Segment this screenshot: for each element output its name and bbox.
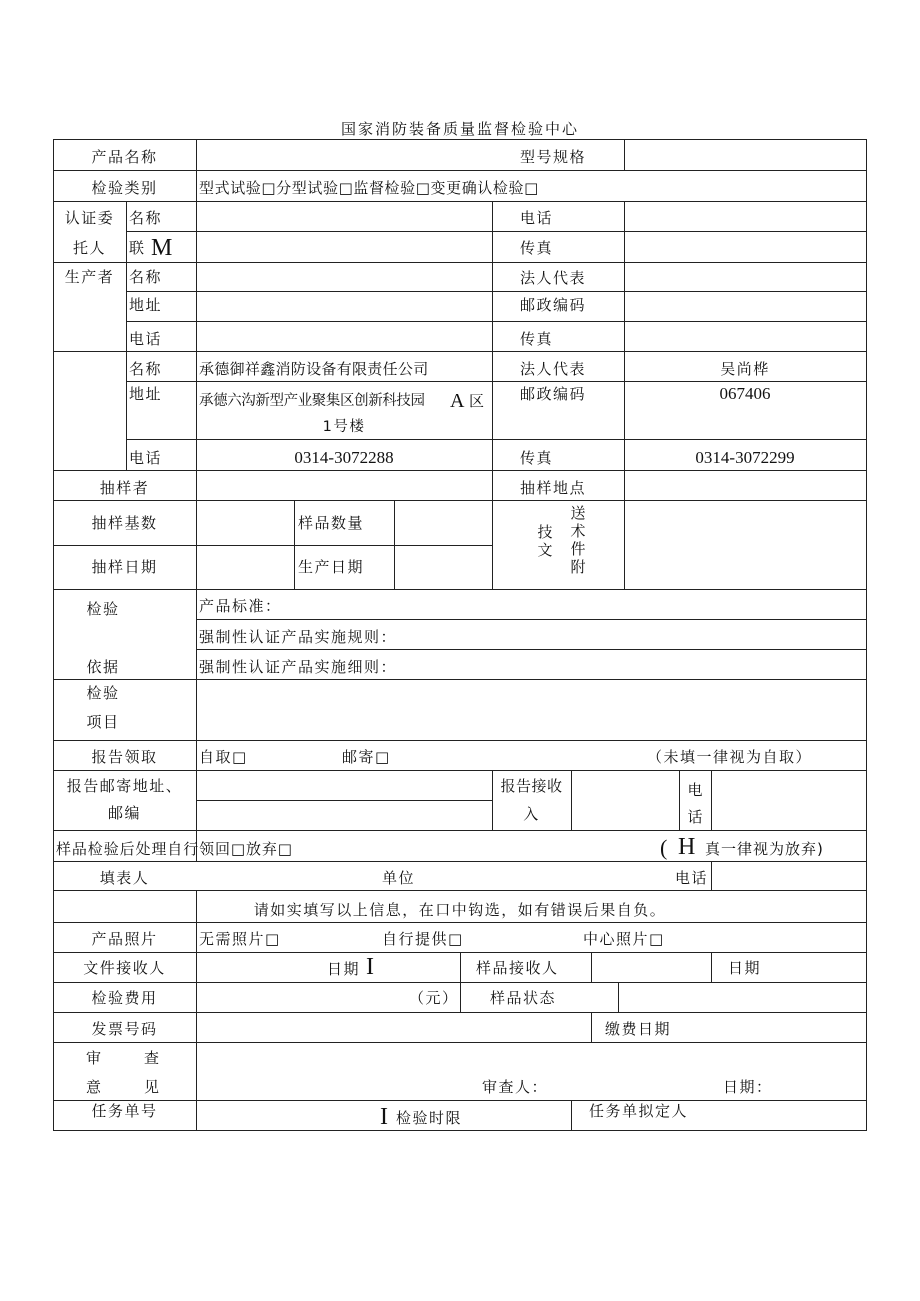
fee-label: 检验费用 (91, 989, 158, 1007)
filler-phone-label: 电话 (675, 869, 709, 887)
task-number-label: 任务单号 (91, 1102, 158, 1120)
disposal-note: 真一律视为放弃) (705, 840, 824, 858)
inspection-time-limit-label: 检验时限 (396, 1109, 463, 1127)
mfr-phone-label: 电话 (129, 449, 163, 467)
report-phone-label: 电话 (687, 781, 703, 826)
producer-address-label: 地址 (129, 296, 163, 314)
mfr-name-label: 名称 (129, 360, 163, 378)
producer-name-label: 名称 (129, 268, 163, 286)
filler-label: 填表人 (99, 869, 150, 887)
review-label-3: 意 (86, 1078, 103, 1096)
mfr-postcode-label: 邮政编码 (520, 385, 587, 403)
client-fax-label: 传真 (520, 239, 554, 257)
inspection-type-label: 检验类别 (91, 179, 158, 197)
client-label-1: 认证委 (64, 209, 115, 227)
mfr-phone-value: 0314-3072288 (294, 448, 394, 467)
mfr-address-line2: 1号楼 (322, 419, 366, 435)
client-label-2: 托人 (72, 239, 106, 257)
disposal-note-mark: H (678, 834, 696, 860)
tech-docs-col2: 送术件附 (570, 504, 586, 576)
sample-status-label: 样品状态 (490, 989, 557, 1007)
mfr-address-suffix: 区 (469, 392, 486, 410)
review-label-4: 见 (144, 1078, 161, 1096)
basis-details: 强制性认证产品实施细则： (199, 658, 398, 676)
inspection-type-options[interactable]: 型式试验□分型试验□监督检验□变更确认检验□ (199, 179, 539, 197)
sampling-base-label: 抽样基数 (91, 514, 158, 532)
items-label-1: 检验 (86, 684, 120, 702)
report-receiver-label-1: 报告接收 (500, 777, 563, 795)
tech-docs-col1: 技文 (537, 523, 553, 559)
basis-rules: 强制性认证产品实施规则： (199, 628, 398, 646)
mfr-postcode-value: 067406 (719, 384, 771, 403)
report-label: 报告领取 (91, 748, 158, 766)
report-receiver-label-2: 入 (523, 805, 540, 823)
mfr-legal-label: 法人代表 (520, 360, 587, 378)
invoice-label: 发票号码 (91, 1020, 158, 1038)
client-name-label: 名称 (129, 209, 163, 227)
basis-label-2: 依据 (86, 658, 120, 676)
report-note: （未填一律视为自取） (647, 748, 813, 766)
sampler-label: 抽样者 (99, 479, 150, 497)
product-name-label: 产品名称 (91, 148, 158, 166)
unit-label: 单位 (382, 869, 416, 887)
mfr-fax-value: 0314-3072299 (695, 448, 795, 467)
sample-qty-label: 样品数量 (298, 514, 365, 532)
mfr-address-line1: 承德六沟新型产业聚集区创新科技园 (199, 393, 425, 409)
mfr-address-label: 地址 (129, 385, 163, 403)
payment-date-label: 缴费日期 (605, 1020, 672, 1038)
sampling-date-label: 抽样日期 (91, 558, 158, 576)
mfr-address-block: A (450, 390, 465, 412)
mfr-legal-value: 吴尚桦 (720, 360, 770, 378)
receipt-date-mark: I (366, 954, 374, 980)
producer-legal-label: 法人代表 (520, 269, 587, 287)
report-self-option[interactable]: 自取□ (199, 748, 248, 766)
review-date-label: 日期： (723, 1078, 773, 1096)
task-creator-label: 任务单拟定人 (589, 1102, 689, 1120)
reviewer-label: 审查人： (482, 1078, 549, 1096)
basis-label-1: 检验 (86, 600, 120, 618)
receipt-date-label: 日期 (327, 960, 361, 978)
review-label-2: 查 (144, 1049, 161, 1067)
fee-unit: （元） (409, 989, 459, 1007)
production-date-label: 生产日期 (298, 558, 365, 576)
producer-label: 生产者 (64, 268, 115, 286)
review-label-1: 审 (86, 1049, 103, 1067)
report-mail-option[interactable]: 邮寄□ (342, 748, 391, 766)
mfr-name-value: 承德御祥鑫消防设备有限责任公司 (199, 360, 429, 378)
producer-fax-label: 传真 (520, 330, 554, 348)
items-label-2: 项目 (86, 713, 120, 731)
disposal-paren: ( (660, 835, 668, 860)
photo-none-option[interactable]: 无需照片□ (199, 930, 281, 948)
photo-label: 产品照片 (91, 930, 158, 948)
model-label: 型号规格 (520, 148, 587, 166)
sampling-place-label: 抽样地点 (520, 479, 587, 497)
photo-center-option[interactable]: 中心照片□ (583, 930, 665, 948)
report-address-label-2: 邮编 (107, 804, 141, 822)
producer-postcode-label: 邮政编码 (520, 296, 587, 314)
disposal-options[interactable]: 样品检验后处理自行领回□放弃□ (56, 840, 293, 858)
form-title: 国家消防装备质量监督检验中心 (340, 120, 579, 138)
receipt-date2-label: 日期 (728, 959, 762, 977)
producer-phone-label: 电话 (129, 330, 163, 348)
photo-self-option[interactable]: 自行提供□ (382, 930, 464, 948)
mfr-fax-label: 传真 (520, 449, 554, 467)
client-contact-label: 联 (129, 239, 146, 257)
client-contact-mark: M (151, 235, 173, 261)
notice-text: 请如实填写以上信息，在口中钩选，如有错误后果自负。 (253, 901, 667, 919)
basis-standard: 产品标准： (199, 597, 282, 615)
file-receiver-label: 文件接收人 (83, 959, 166, 977)
client-phone-label: 电话 (520, 209, 554, 227)
task-mark: I (380, 1104, 388, 1130)
report-address-label-1: 报告邮寄地址、 (66, 777, 183, 795)
sample-receiver-label: 样品接收人 (476, 959, 559, 977)
